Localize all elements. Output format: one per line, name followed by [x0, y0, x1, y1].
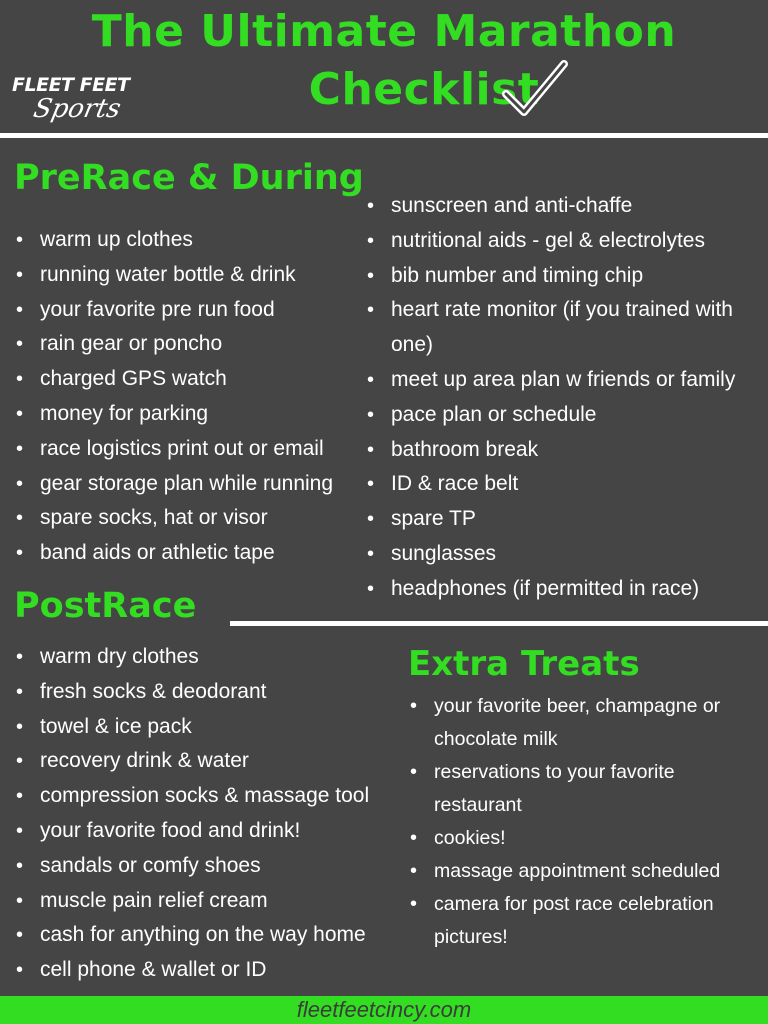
postrace-heading: PostRace — [14, 586, 197, 626]
footer-bar — [0, 996, 768, 1024]
list-item: • sunscreen and anti-chaffe — [365, 189, 765, 224]
list-item: • cell phone & wallet or ID — [14, 953, 399, 988]
list-item: • fresh socks & deodorant — [14, 675, 399, 710]
list-item: • muscle pain relief cream — [14, 884, 399, 919]
list-item: • towel & ice pack — [14, 710, 399, 745]
list-item: • reservations to your favorite restaurant — [408, 756, 753, 822]
list-item: • bib number and timing chip — [365, 259, 765, 294]
page-title-line2: Checklist — [308, 64, 540, 115]
list-item: • gear storage plan while running — [14, 467, 364, 502]
list-item: • ID & race belt — [365, 467, 765, 502]
list-item: • meet up area plan w friends or family — [365, 363, 765, 398]
list-item: • money for parking — [14, 397, 364, 432]
list-item: • sandals or comfy shoes — [14, 849, 399, 884]
page-title-line1: The Ultimate Marathon — [91, 6, 677, 57]
list-item: • cash for anything on the way home — [14, 918, 399, 953]
footer-url-link[interactable]: fleetfeetcincy.com — [296, 997, 472, 1022]
postrace-list — [14, 640, 399, 988]
prerace-list-left — [14, 223, 364, 571]
list-item: • your favorite pre run food — [14, 293, 364, 328]
list-item: • spare TP — [365, 502, 765, 537]
extra-treats-heading: Extra Treats — [408, 644, 640, 684]
check-icon — [500, 56, 570, 120]
list-item: • your favorite food and drink! — [14, 814, 399, 849]
list-item: • charged GPS watch — [14, 362, 364, 397]
list-item: • your favorite beer, champagne or chocolate milk — [408, 690, 753, 756]
section-divider — [230, 621, 768, 626]
extra-treats-list — [408, 690, 753, 954]
list-item: • spare socks, hat or visor — [14, 501, 364, 536]
list-item: • pace plan or schedule — [365, 398, 765, 433]
prerace-list-right — [365, 189, 765, 607]
list-item: • warm dry clothes — [14, 640, 399, 675]
header-divider — [0, 133, 768, 138]
list-item: • massage appointment scheduled — [408, 855, 753, 888]
list-item: • running water bottle & drink — [14, 258, 364, 293]
list-item: • compression socks & massage tool — [14, 779, 399, 814]
list-item: • heart rate monitor (if you trained with one) — [365, 293, 765, 363]
list-item: • recovery drink & water — [14, 744, 399, 779]
list-item: • warm up clothes — [14, 223, 364, 258]
logo-wordmark-bottom: Sports — [30, 94, 124, 124]
prerace-heading: PreRace & During — [14, 158, 364, 198]
list-item: • nutritional aids - gel & electrolytes — [365, 224, 765, 259]
list-item: • headphones (if permitted in race) — [365, 572, 765, 607]
list-item: • band aids or athletic tape — [14, 536, 364, 571]
list-item: • sunglasses — [365, 537, 765, 572]
list-item: • camera for post race celebration pictures! — [408, 888, 753, 954]
list-item: • race logistics print out or email — [14, 432, 364, 467]
logo-wordmark-top: FLEET FEET — [12, 74, 130, 96]
list-item: • cookies! — [408, 822, 753, 855]
list-item: • bathroom break — [365, 433, 765, 468]
list-item: • rain gear or poncho — [14, 327, 364, 362]
